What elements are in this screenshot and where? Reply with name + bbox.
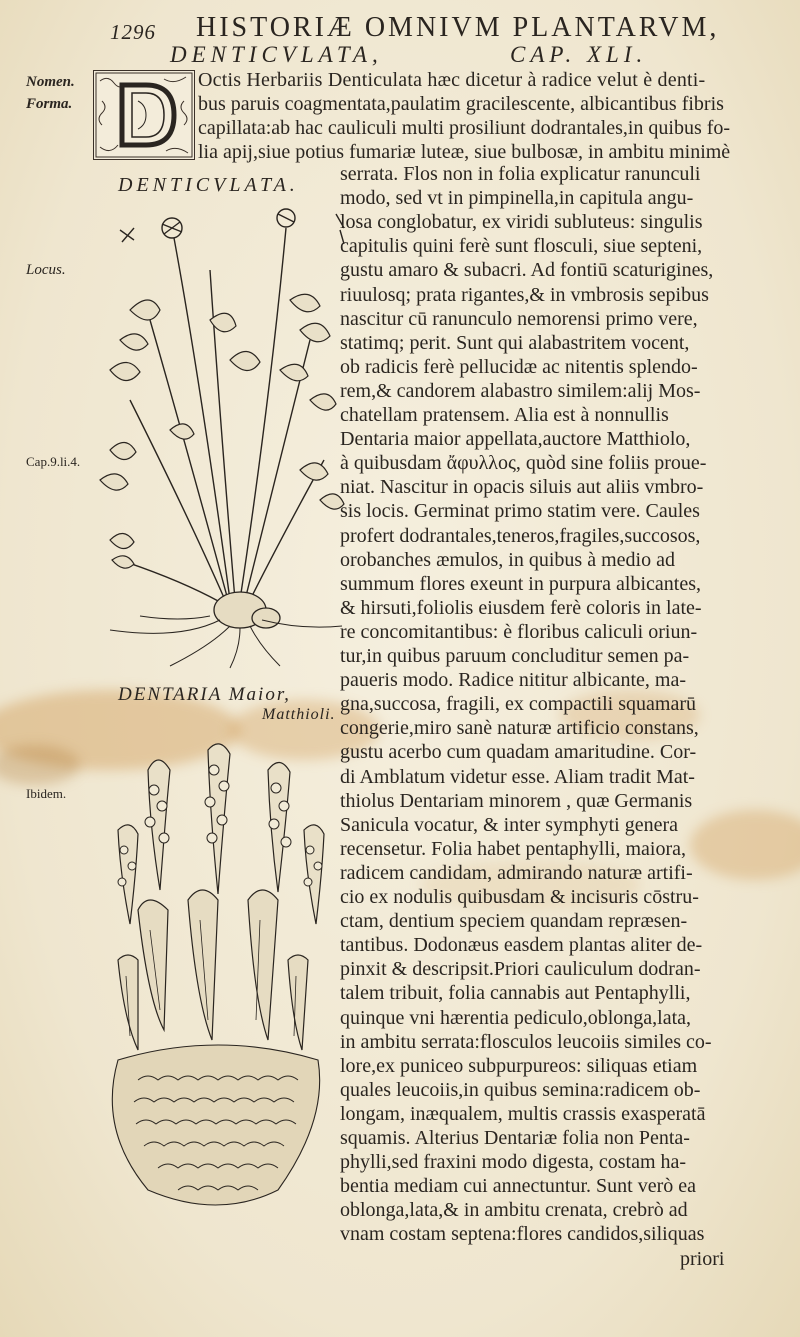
text-line: tantibus. Dodonæus easdem plantas aliter de-	[340, 934, 703, 957]
decorated-initial-d-icon	[94, 71, 194, 159]
text-line: chatellam pratensem. Alia est à nonnullis	[340, 404, 669, 426]
chapter-heading	[0, 42, 800, 70]
chapter-number: CAP. XLI.	[510, 42, 648, 67]
text-line: paueris modo. Radice nititur albicante, ma-	[340, 669, 686, 692]
text-line: talem tribuit, folia cannabis aut Pentaphylli,	[340, 982, 691, 1005]
text-line: riuulosq; prata rigantes,& in vmbrosis sepibus	[340, 283, 709, 306]
text-line: longam, inæqualem, multis crassis exasperatā	[340, 1102, 706, 1125]
text-line-top-1: Octis Herbariis Denticulata hæc dicetur à radice velut è denti-	[198, 69, 706, 91]
text-line: orobanches æmulos, in quibus à medio ad	[340, 548, 675, 571]
text-line: oblonga,lata,& in ambitu crenata, crebrò ad	[340, 1199, 688, 1222]
woodcut-dentaria-maior	[78, 740, 348, 1220]
running-title: HISTORIÆ OMNIVM PLANTARVM,	[196, 12, 720, 43]
chapter-name: DENTICVLATA,	[170, 42, 383, 67]
page-number: 1296	[110, 20, 156, 44]
text-line: quales leucoiis,in quibus semina:radicem ob-	[340, 1078, 701, 1101]
margin-note-forma: Forma.	[26, 96, 73, 112]
text-line-top-4: lia apij,siue potius fumariæ luteæ, siue bulbosæ, in ambitu minimè	[198, 141, 731, 163]
text-line: summum flores exeunt in purpura albicantes,	[340, 572, 702, 595]
text-line: modo, sed vt in pimpinella,in capitula angu-	[340, 187, 694, 210]
text-line: sis locis. Germinat primo statim vere. Caules	[340, 500, 700, 523]
decorated-initial	[93, 70, 195, 160]
margin-note-ibidem: Ibidem.	[26, 786, 67, 801]
text-line: di Amblatum videtur esse. Aliam tradit Mat-	[340, 765, 695, 788]
text-line: Sanicula vocatur, & inter symphyti genera	[340, 813, 678, 836]
text-line: ctam, dentium speciem quandam repræsen-	[340, 910, 688, 933]
text-line: lore,ex puniceo subpurpureos: siliquas etiam	[340, 1054, 698, 1077]
figure-2-caption-line1: DENTARIA Maior,	[118, 684, 291, 705]
page-header	[0, 8, 800, 44]
text-line: losa conglobatur, ex viridi subluteus: singulis	[340, 211, 703, 234]
text-line: quinque vni hærentia pediculo,oblonga,lata,	[340, 1006, 692, 1029]
text-line-top-3: capillata:ab hac cauliculi multi prosiliunt dodrantales,in quibus fo-	[198, 117, 731, 139]
text-line: re concomitantibus: è floribus caliculi oriun-	[340, 620, 698, 643]
text-line: phylli,sed fraxini modo digesta, costam ha-	[340, 1151, 687, 1174]
text-line: Dentaria maior appellata,auctore Matthiolo,	[340, 428, 691, 451]
text-line: bentia mediam cui annectuntur. Sunt verò ea	[340, 1175, 696, 1198]
text-line: radicem candidam, admirando naturæ artifi-	[340, 861, 693, 884]
text-line-top-2: bus paruis coagmentata,paulatim gracilescente, albicantibus fibris	[198, 93, 724, 115]
text-line: niat. Nascitur in opacis siluis aut aliis vmbro-	[340, 476, 704, 499]
text-line: statimq; perit. Sunt qui alabastritem vocent,	[340, 331, 690, 354]
text-line: in ambitu serrata:flosculos leucoiis similes co-	[340, 1030, 712, 1053]
text-line: cio ex nodulis quibusdam & incisuris cōstru-	[340, 886, 699, 908]
text-line: profert dodrantales,teneros,fragiles,succosos,	[340, 524, 701, 547]
text-line: gustu amaro & subacri. Ad fontiū scaturigines,	[340, 259, 714, 282]
text-line: gustu acerbo cum quadam amaritudine. Cor-	[340, 741, 697, 764]
text-line: serrata. Flos non in folia explicatur ranunculi	[340, 163, 701, 185]
figure-2-caption-line2: Matthioli.	[262, 706, 336, 723]
text-line: ob radicis ferè pellucidæ ac nitentis splendo-	[340, 355, 698, 378]
text-line: capitulis quini ferè sunt flosculi, siue septeni,	[340, 235, 703, 258]
text-line: & hirsuti,foliolis eiusdem ferè coloris in late-	[340, 596, 702, 619]
water-stain	[690, 810, 800, 880]
text-line: congerie,miro sanè naturæ artificio constans,	[340, 717, 699, 740]
text-line: pinxit & descripsit.Priori cauliculum dodran-	[340, 958, 701, 981]
figure-1-caption: DENTICVLATA.	[118, 174, 299, 196]
text-line: à quibusdam ἄφυλλος, quòd sine foliis proue-	[340, 452, 707, 475]
text-line: tur,in quibus paruum concluditur semen pa-	[340, 645, 690, 667]
water-stain	[0, 745, 80, 785]
margin-note-reference: Cap.9.li.4.	[26, 454, 81, 469]
woodcut-denticulata	[90, 200, 350, 670]
text-line: recensetur. Folia habet pentaphylli, maiora,	[340, 837, 686, 860]
text-line: gna,succosa, fragili, ex compactili squamarū	[340, 693, 696, 716]
text-line: nascitur cū ranunculo nemorensi primo vere,	[340, 307, 698, 330]
text-line: vnam costam septena:flores candidos,siliquas	[340, 1223, 705, 1246]
margin-note-locus: Locus.	[26, 262, 66, 278]
text-line: squamis. Alterius Dentariæ folia non Penta-	[340, 1127, 690, 1149]
text-line: priori	[680, 1247, 725, 1270]
text-line: thiolus Dentariam minorem , quæ Germanis	[340, 789, 693, 812]
margin-note-nomen: Nomen.	[26, 74, 75, 90]
text-line: rem,& candorem alabastro similem:alij Mos-	[340, 379, 701, 402]
